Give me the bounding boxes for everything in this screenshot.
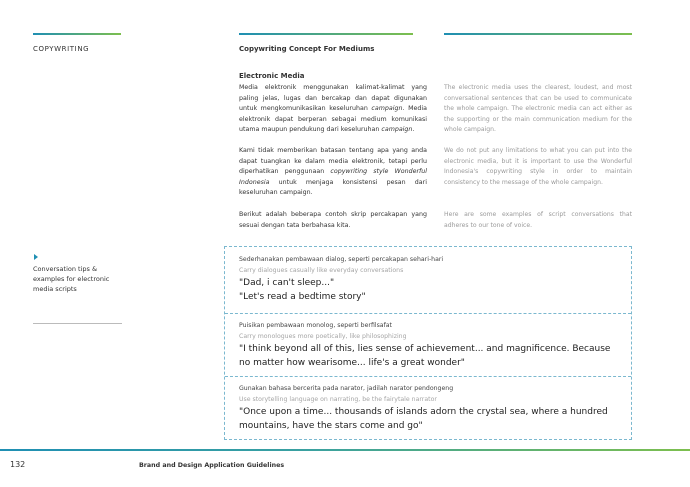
example-label-en: Use storytelling language on narrating, be the fairytale narrator	[239, 396, 437, 403]
section-label: COPYWRITING	[33, 45, 90, 53]
sidebar-divider	[33, 323, 122, 324]
example-quote: "Let's read a bedtime story"	[239, 292, 366, 302]
footer-title: Brand and Design Application Guidelines	[139, 462, 285, 469]
footer-gradient-bar	[0, 449, 690, 451]
example-label-id: Gunakan bahasa bercerita pada narator, jadilah narator pendongeng	[239, 385, 454, 392]
example-divider	[225, 313, 631, 314]
id-paragraph-2: Kami tidak memberikan batasan tentang apa yang anda dapat tuangkan ke dalam media elektronik, tetapi perlu diperhatikan penggunaan copywriting style Wonderful Indonesia untuk menjaga konsistensi pesan dari keseluruhan campaign.	[239, 147, 427, 197]
id-paragraph-1: Media elektronik menggunakan kalimat-kalimat yang paling jelas, lugas dan bercakap dan dapat digunakan untuk mengkomunikasikan keseluruhan campaign. Media elektronik dapat berperan sebagai medium komunikasi utama maupun pendukung dari keseluruhan campaign.	[239, 84, 427, 134]
page-number: 132	[10, 460, 26, 469]
top-rule-left	[33, 33, 121, 35]
example-label-en: Carry dialogues casually like everyday conversations	[239, 267, 404, 274]
example-divider	[225, 376, 631, 377]
triangle-bullet-icon	[34, 254, 38, 260]
top-rule-right	[444, 33, 632, 35]
example-quote: "Dad, i can't sleep..."	[239, 278, 335, 288]
id-paragraph-3: Berikut adalah beberapa contoh skrip percakapan yang sesuai dengan tata berbahasa kita.	[239, 211, 427, 229]
section-title: Copywriting Concept For Mediums	[239, 45, 375, 53]
en-paragraph-3: Here are some examples of script conversations that adheres to our tone of voice.	[444, 211, 632, 229]
top-rule-middle	[239, 33, 413, 35]
example-label-id: Sederhanakan pembawaan dialog, seperti percakapan sehari-hari	[239, 256, 444, 263]
example-label-en: Carry monologues more poetically, like philosophizing	[239, 333, 407, 340]
example-quote: "Once upon a time... thousands of islands adorn the crystal sea, where a hundred mountains, have the stars come and go"	[239, 407, 608, 431]
sidebar-caption: Conversation tips & examples for electronic media scripts	[33, 265, 110, 293]
en-paragraph-1: The electronic media uses the clearest, loudest, and most conversational sentences that can be used to communicate the whole campaign. The electronic media can act either as the supporting or the main communication medium for the whole campaign.	[444, 84, 632, 134]
en-paragraph-2: We do not put any limitations to what you can put into the electronic media, but it is important to use the Wonderful Indonesia's copywriting style in order to maintain consistency to the message of the whole campaign.	[444, 147, 632, 186]
example-quote: "I think beyond all of this, lies sense of achievement... and magnificence. Because no matter how wearisome... life's a great wonder"	[239, 344, 611, 368]
examples-box	[224, 246, 632, 440]
electronic-media-heading: Electronic Media	[239, 72, 305, 80]
example-label-id: Puisikan pembawaan monolog, seperti berfilsafat	[239, 322, 392, 329]
